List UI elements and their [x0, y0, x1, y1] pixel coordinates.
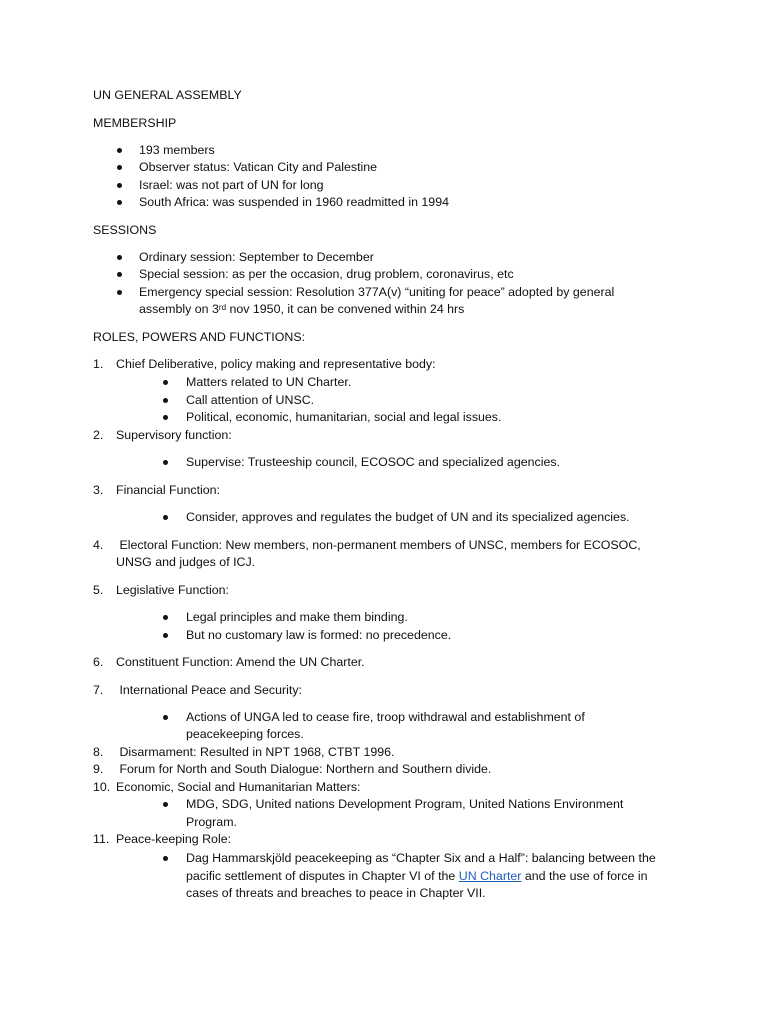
- list-item: 193 members: [139, 143, 215, 157]
- list-number: 9.: [93, 762, 104, 776]
- bullet-icon: [163, 856, 168, 861]
- bullet-icon: [117, 165, 122, 170]
- bullet-icon: [163, 715, 168, 720]
- un-charter-link[interactable]: UN Charter: [458, 869, 522, 883]
- sub-item: MDG, SDG, United nations Development Program, United Nations Environment: [186, 797, 624, 811]
- role-item: Chief Deliberative, policy making and representative body:: [116, 357, 436, 371]
- sub-item: Dag Hammarskjöld peacekeeping as “Chapter Six and a Half”: balancing between the: [186, 851, 656, 865]
- bullet-icon: [163, 515, 168, 520]
- list-number: 3.: [93, 483, 104, 497]
- sub-item: Matters related to UN Charter.: [186, 375, 352, 389]
- document-title: UN GENERAL ASSEMBLY: [93, 88, 242, 102]
- role-item: Supervisory function:: [116, 428, 232, 442]
- role-item: Disarmament: Resulted in NPT 1968, CTBT 1996.: [116, 745, 395, 759]
- list-number: 7.: [93, 683, 104, 697]
- sub-item: Actions of UNGA led to cease fire, troop withdrawal and establishment of: [186, 710, 585, 724]
- sub-item: Legal principles and make them binding.: [186, 610, 408, 624]
- list-number: 10.: [93, 780, 111, 794]
- bullet-icon: [117, 255, 122, 260]
- role-item: Financial Function:: [116, 483, 220, 497]
- bullet-icon: [117, 272, 122, 277]
- sub-item: Supervise: Trusteeship council, ECOSOC and specialized agencies.: [186, 455, 560, 469]
- sub-item-continuation: peacekeeping forces.: [186, 727, 304, 741]
- role-item: Electoral Function: New members, non-permanent members of UNSC, members for ECOSOC,: [116, 538, 641, 552]
- membership-heading: MEMBERSHIP: [93, 116, 177, 130]
- bullet-icon: [163, 398, 168, 403]
- list-number: 2.: [93, 428, 104, 442]
- sub-item-continuation: cases of threats and breaches to peace in Chapter VII.: [186, 886, 486, 900]
- list-number: 11.: [93, 832, 110, 846]
- sub-item-continuation: pacific settlement of disputes in Chapter VI of the UN Charter and the use of force in: [186, 869, 648, 883]
- role-item: Peace-keeping Role:: [116, 832, 232, 846]
- role-item: Constituent Function: Amend the UN Charter.: [116, 655, 365, 669]
- list-item: South Africa: was suspended in 1960 readmitted in 1994: [139, 195, 449, 209]
- list-number: 6.: [93, 655, 104, 669]
- bullet-icon: [117, 183, 122, 188]
- role-item: Forum for North and South Dialogue: Northern and Southern divide.: [116, 762, 492, 776]
- sub-item-continuation: Program.: [186, 815, 237, 829]
- sub-item: But no customary law is formed: no precedence.: [186, 628, 452, 642]
- bullet-icon: [163, 802, 168, 807]
- sub-item: Political, economic, humanitarian, social and legal issues.: [186, 410, 502, 424]
- list-item: Emergency special session: Resolution 377A(v) “uniting for peace” adopted by general: [139, 285, 615, 299]
- bullet-icon: [117, 148, 122, 153]
- bullet-icon: [117, 290, 122, 295]
- role-item: Economic, Social and Humanitarian Matters:: [116, 780, 361, 794]
- bullet-icon: [163, 633, 168, 638]
- bullet-icon: [163, 460, 168, 465]
- bullet-icon: [163, 415, 168, 420]
- list-number: 4.: [93, 538, 104, 552]
- role-item-continuation: UNSG and judges of ICJ.: [116, 555, 256, 569]
- sub-item: Consider, approves and regulates the budget of UN and its specialized agencies.: [186, 510, 630, 524]
- list-item: Special session: as per the occasion, drug problem, coronavirus, etc: [139, 267, 514, 281]
- list-number: 1.: [93, 357, 104, 371]
- roles-heading: ROLES, POWERS AND FUNCTIONS:: [93, 330, 306, 344]
- role-item: International Peace and Security:: [116, 683, 302, 697]
- sub-item: Call attention of UNSC.: [186, 393, 315, 407]
- bullet-icon: [163, 380, 168, 385]
- list-item: Israel: was not part of UN for long: [139, 178, 324, 192]
- bullet-icon: [117, 200, 122, 205]
- list-number: 8.: [93, 745, 104, 759]
- role-item: Legislative Function:: [116, 583, 229, 597]
- list-item: Observer status: Vatican City and Palestine: [139, 160, 378, 174]
- list-item: Ordinary session: September to December: [139, 250, 374, 264]
- bullet-icon: [163, 615, 168, 620]
- list-number: 5.: [93, 583, 104, 597]
- list-item-continuation: assembly on 3rd nov 1950, it can be convened within 24 hrs: [139, 302, 465, 316]
- sessions-heading: SESSIONS: [93, 223, 157, 237]
